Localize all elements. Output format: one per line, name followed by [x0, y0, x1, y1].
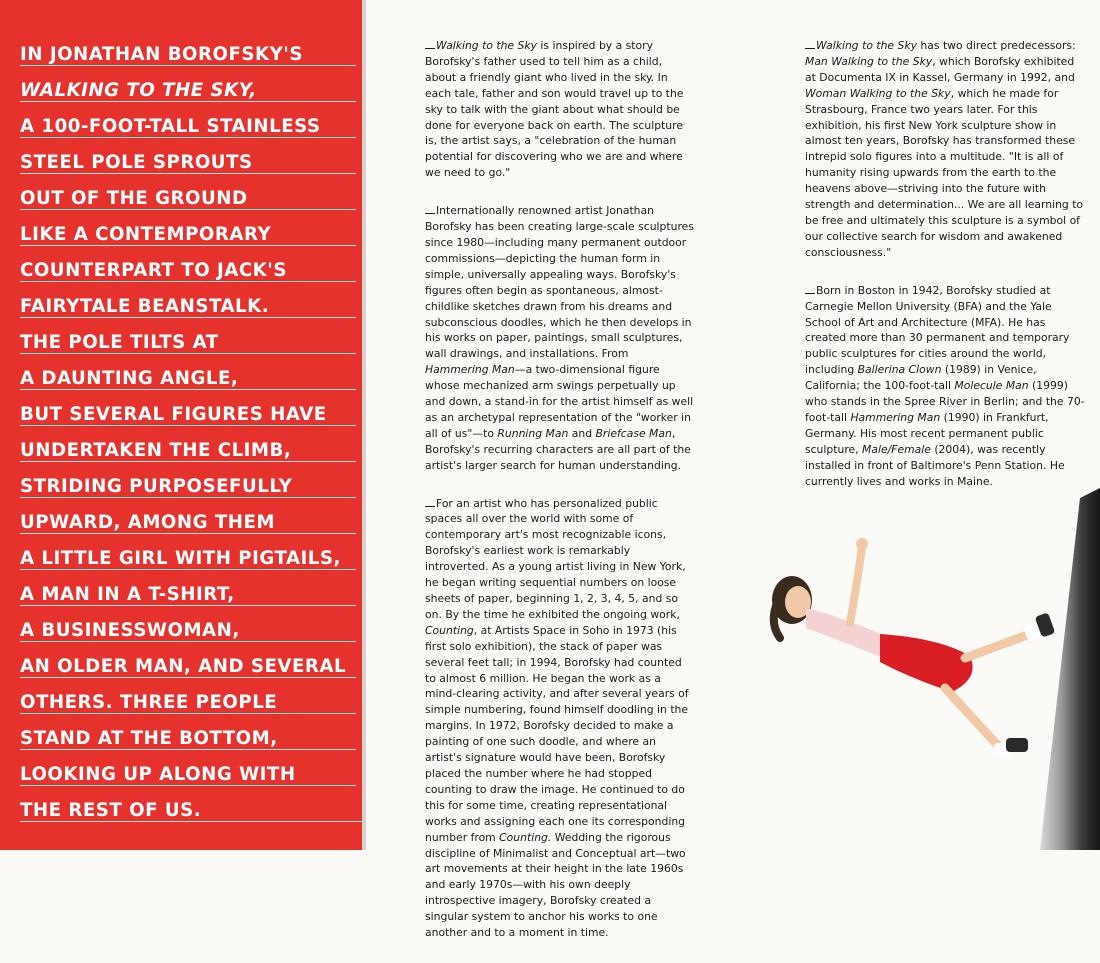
girl-skirt	[880, 634, 973, 692]
pull-quote-line: THE REST OF US.	[20, 798, 356, 834]
pull-quote-line: STAND AT THE BOTTOM,	[20, 726, 356, 762]
pull-quote-line: A DAUNTING ANGLE,	[20, 366, 356, 402]
text-column-right	[805, 38, 1087, 511]
paragraph-inspiration: Walking to the Sky is inspired by a story Borofsky's father used to tell him as a child, about a friendly giant who lived in the sky. In each tale, father and son would travel up to the sky to talk with the giant about what should be done for everyone back on earth. The sculpture is, the artist says, a "celebration of the human potential for discovering who we are and where we need to go."	[425, 39, 684, 180]
pull-quote-line: BUT SEVERAL FIGURES HAVE	[20, 402, 356, 438]
pull-quote-line: UNDERTAKEN THE CLIMB,	[20, 438, 356, 474]
pull-quote-line: A BUSINESSWOMAN,	[20, 618, 356, 654]
pull-quote-line: LOOKING UP ALONG WITH	[20, 762, 356, 798]
pull-quote-line: STRIDING PURPOSEFULLY	[20, 474, 356, 510]
paragraph-predecessors: Walking to the Sky has two direct predecessors: Man Walking to the Sky, which Borofsky exhibited at Documenta IX in Kassel, Germany in 1992, and Woman Walking to the Sky, which he made for Strasbourg, France two years later. For this exhibition, his first New York sculpture show in almost ten years, Borofsky has transformed these intrepid solo figures into a multitude. "It is all of humanity rising upwards from the earth to the heavens above—striving into the future with strength and determination... We are all learning to be free and ultimately this sculpture is a symbol of our collective search for wisdom and awakened consciousness."	[805, 39, 1084, 259]
paragraph-biography: Born in Boston in 1942, Borofsky studied at Carnegie Mellon University (BFA) and the Yale School of Art and Architecture (MFA). He has created more than 30 permanent and temporary public sculptures for cities around the world, including Ballerina Clown (1989) in Venice, California; the 100-foot-tall Molecule Man (1999) who stands in the Spree River in Berlin; and the 70-foot-tall Hammering Man (1990) in Frankfurt, Germany. His most recent permanent public sculpture, Male/Female (2004), was recently installed in front of Baltimore's Penn Station. He currently lives and works in Maine.	[805, 283, 1085, 488]
pull-quote-line: OUT OF THE GROUND	[20, 186, 356, 222]
girl-hand	[856, 538, 868, 550]
girl-arm	[850, 546, 862, 623]
pull-quote-line: LIKE A CONTEMPORARY	[20, 222, 356, 258]
pull-quote-line: UPWARD, AMONG THEM	[20, 510, 356, 546]
pull-quote-line: STEEL POLE SPROUTS	[20, 150, 356, 186]
pull-quote-line: AN OLDER MAN, AND SEVERAL	[20, 654, 356, 690]
girl-shoe-lower	[1006, 738, 1028, 752]
pull-quote	[20, 42, 356, 834]
pull-quote-line: WALKING TO THE SKY,	[20, 78, 356, 114]
pull-quote-line: A MAN IN A T-SHIRT,	[20, 582, 356, 618]
pull-quote-line: COUNTERPART TO JACK'S	[20, 258, 356, 294]
pull-quote-line: A 100-FOOT-TALL STAINLESS	[20, 114, 356, 150]
paragraph-counting: For an artist who has personalized public spaces all over the world with some of contemporary art's most recognizable icons, Borofsky's earliest work is remarkably introverted. As a young artist living in New York, he began writing sequential numbers on loose sheets of paper, beginning 1, 2, 3, 4, 5, and so on. By the time he exhibited the ongoing work, Counting, at Artists Space in Soho in 1973 (his first solo exhibition), the stack of paper was several feet tall; in 1994, Borofsky had counted to almost 6 million. He began the work as a mind-clearing activity, and after several years of simple numbering, found himself doodling in the margins. In 1972, Borofsky decided to make a painting of one such doodle, and where an artist's signature would have been, Borofsky placed the number where he had stopped counting to draw the image. He continued to do this for some time, creating representational works and assigning each one its corresponding number from Counting. Wedding the rigorous discipline of Minimalist and Conceptual art—two art movements at their height in the late 1960s and early 1970s—with his own deeply introspective imagery, Borofsky created a singular system to anchor his works to one another and to a moment in time.	[425, 496, 689, 940]
pull-quote-line: A LITTLE GIRL WITH PIGTAILS,	[20, 546, 356, 582]
red-quote-panel	[0, 0, 362, 850]
girl-leg-lower	[945, 688, 1002, 750]
pull-quote-line: FAIRYTALE BEANSTALK.	[20, 294, 356, 330]
text-column-left	[425, 38, 695, 963]
sculpture-illustration	[740, 488, 1100, 850]
steel-pole	[1040, 488, 1100, 850]
pull-quote-line: OTHERS. THREE PEOPLE	[20, 690, 356, 726]
pull-quote-line: IN JONATHAN BOROFSKY'S	[20, 42, 356, 78]
girl-leg-upper	[965, 634, 1030, 658]
fold-divider	[362, 0, 366, 850]
paragraph-artist-intro: Internationally renowned artist Jonathan Borofsky has been creating large-scale sculptures since 1980—including many permanent outdoor commissions—depicting the human form in simple, universally appealing ways. Borofsky's figures often begin as spontaneous, almost-childlike sketches drawn from his dreams and subconscious doodles, which he then develops in his works on paper, paintings, small sculptures, wall drawings, and installations. From Hammering Man—a two-dimensional figure whose mechanized arm swings perpetually up and down, a stand-in for the artist himself as well as an archetypal representation of the "worker in all of us"—to Running Man and Briefcase Man, Borofsky's recurring characters are all part of the artist's larger search for human understanding.	[425, 204, 694, 472]
pull-quote-line: THE POLE TILTS AT	[20, 330, 356, 366]
girl-figure	[772, 538, 1055, 757]
